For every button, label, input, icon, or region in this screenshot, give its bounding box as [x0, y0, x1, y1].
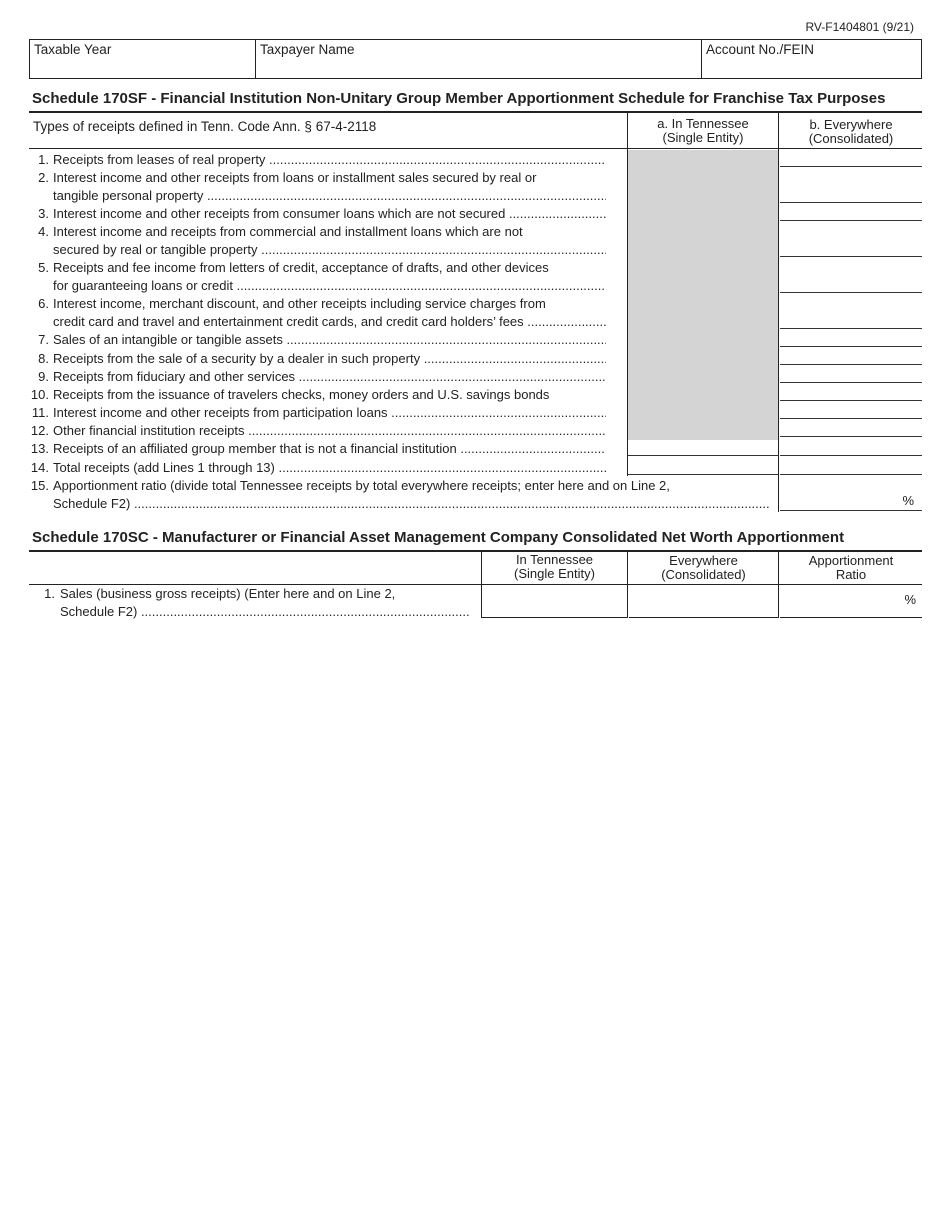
line-text: Interest income and other receipts from participation loans: [53, 405, 388, 420]
line-text: Total receipts (add Lines 1 through 13): [53, 460, 275, 475]
sf-col-a-line1: a. In Tennessee: [657, 116, 749, 131]
line-number: 15.: [30, 478, 49, 493]
line-text-cont: tangible personal property: [53, 188, 204, 203]
line-number: 10.: [30, 387, 49, 402]
line-number: 14.: [30, 460, 49, 475]
line-text: Interest income and other receipts from loans or installment sales secured by real or: [53, 170, 537, 185]
sf-top-rule: [29, 111, 922, 113]
sc-line-1-ratio-input[interactable]: [780, 586, 922, 618]
sf-col-a-header: [628, 117, 778, 145]
taxpayer-header-box: [29, 39, 922, 79]
sc-line-1: [29, 585, 469, 621]
sf-col-b-line1: b. Everywhere: [809, 117, 893, 132]
sc-col-tn-line1: In Tennessee: [515, 552, 594, 567]
sc-col-everywhere-header: [629, 554, 778, 582]
sf-col-b-header: [780, 118, 922, 146]
account-fein-field[interactable]: [702, 40, 923, 78]
taxpayer-name-field[interactable]: [256, 40, 702, 78]
line-number: 4.: [38, 224, 49, 239]
percent-sign: %: [904, 592, 916, 607]
sc-col-tn-line2: (Single Entity): [514, 566, 595, 581]
line-text-cont: for guaranteeing loans or credit: [53, 278, 233, 293]
line-text-cont: secured by real or tangible property: [53, 242, 258, 257]
sf-line-2-everywhere-input[interactable]: [780, 167, 922, 203]
sc-col-ratio-left-border: [778, 551, 779, 618]
sf-line-13-everywhere-input[interactable]: [780, 437, 922, 456]
sc-col-everywhere-line2: (Consolidated): [661, 567, 746, 582]
percent-sign: %: [902, 493, 914, 508]
sc-top-rule: [29, 550, 922, 552]
line-text-cont: credit card and travel and entertainment credit cards, and credit card holders’ fees: [53, 314, 524, 329]
line-text: Receipts of an affiliated group member that is not a financial institution: [53, 441, 457, 456]
line-number: 5.: [38, 260, 49, 275]
sc-col-everywhere-line1: Everywhere: [669, 553, 738, 568]
line-text-cont: Schedule F2): [53, 496, 131, 511]
sf-line-10-everywhere-input[interactable]: [780, 383, 922, 401]
taxpayer-name-label: Taxpayer Name: [260, 42, 355, 57]
sc-col-everywhere-left-border: [627, 551, 628, 618]
sf-line-8-everywhere-input[interactable]: [780, 347, 922, 365]
line-text: Interest income and other receipts from consumer loans which are not secured: [53, 206, 506, 221]
line-number: 6.: [38, 296, 49, 311]
line-text: Sales (business gross receipts) (Enter here and on Line 2,: [60, 586, 396, 601]
sf-line-11-everywhere-input[interactable]: [780, 401, 922, 419]
line-text: Other financial institution receipts: [53, 423, 245, 438]
sf-line-2: [29, 169, 606, 205]
schedule-170sf-title: Schedule 170SF - Financial Institution Non-Unitary Group Member Apportionment Schedule for Franchise Tax Purposes: [32, 90, 886, 107]
line-text: Apportionment ratio (divide total Tennessee receipts by total everywhere receipts; enter here and on Line 2,: [53, 478, 670, 493]
sc-col-tn-header: [482, 553, 627, 581]
sc-line-1-tennessee-input[interactable]: [482, 586, 627, 618]
sf-line-15: [29, 477, 769, 513]
sf-header-bottom-rule: [29, 148, 922, 149]
sf-line-15-ratio-input[interactable]: [780, 475, 922, 511]
line-number: 7.: [38, 332, 49, 347]
line-number: 1.: [38, 152, 49, 167]
line-text: Receipts and fee income from letters of credit, acceptance of drafts, and other devices: [53, 260, 549, 275]
taxable-year-label: Taxable Year: [34, 42, 112, 57]
line-number: 13.: [30, 441, 49, 456]
line-number: 3.: [38, 206, 49, 221]
sf-col-b-line2: (Consolidated): [808, 131, 894, 146]
form-number: RV-F1404801 (9/21): [805, 20, 914, 34]
taxable-year-field[interactable]: [30, 40, 256, 78]
line-text: Sales of an intangible or tangible assets: [53, 332, 283, 347]
sf-line-9-everywhere-input[interactable]: [780, 365, 922, 383]
line-text-cont: Schedule F2): [60, 604, 138, 619]
sf-line-4-everywhere-input[interactable]: [780, 221, 922, 257]
sc-line-1-everywhere-input[interactable]: [629, 586, 778, 618]
sf-line-1-everywhere-input[interactable]: [780, 150, 922, 167]
account-fein-label: Account No./FEIN: [706, 42, 815, 57]
sf-line-3-everywhere-input[interactable]: [780, 203, 922, 221]
line-number: 11.: [31, 405, 49, 420]
sf-line-12-everywhere-input[interactable]: [780, 419, 922, 437]
sf-line-14-tennessee-input[interactable]: [628, 456, 778, 475]
line-text: Receipts from leases of real property: [53, 152, 266, 167]
line-number: 9.: [38, 369, 49, 384]
line-number: 2.: [38, 170, 49, 185]
sf-types-label: Types of receipts defined in Tenn. Code Ann. § 67-4-2118: [33, 119, 377, 134]
line-text: Interest income and receipts from commercial and installment loans which are not: [53, 224, 523, 239]
line-number: 12.: [30, 423, 49, 438]
sf-col-a-shaded: [628, 150, 778, 440]
sc-col-ratio-line2: Ratio: [835, 567, 867, 582]
line-text: Interest income, merchant discount, and other receipts including service charges from: [53, 296, 546, 311]
line-text: Receipts from the sale of a security by a dealer in such property: [53, 351, 421, 366]
sf-line-13-tennessee-input[interactable]: [628, 440, 778, 456]
sf-line-6-everywhere-input[interactable]: [780, 293, 922, 329]
sf-line-5: [29, 259, 606, 295]
schedule-170sc-title: Schedule 170SC - Manufacturer or Financial Asset Management Company Consolidated Net Worth Apportionment: [32, 529, 845, 546]
line-number: 1.: [44, 586, 55, 601]
sf-line-5-everywhere-input[interactable]: [780, 257, 922, 293]
sf-line-6: [29, 295, 606, 331]
line-text: Receipts from fiduciary and other services: [53, 369, 296, 384]
line-text: Receipts from the issuance of travelers checks, money orders and U.S. savings bonds: [53, 387, 550, 402]
sf-line-7-everywhere-input[interactable]: [780, 329, 922, 347]
sf-col-a-line2: (Single Entity): [662, 130, 744, 145]
sc-col-ratio-line1: Apportionment: [808, 553, 894, 568]
line-number: 8.: [38, 351, 49, 366]
sf-col-b-left-border: [778, 112, 779, 512]
sf-line-4: [29, 223, 606, 259]
sc-col-ratio-header: [780, 554, 922, 582]
sf-line-14-everywhere-input[interactable]: [780, 456, 922, 475]
